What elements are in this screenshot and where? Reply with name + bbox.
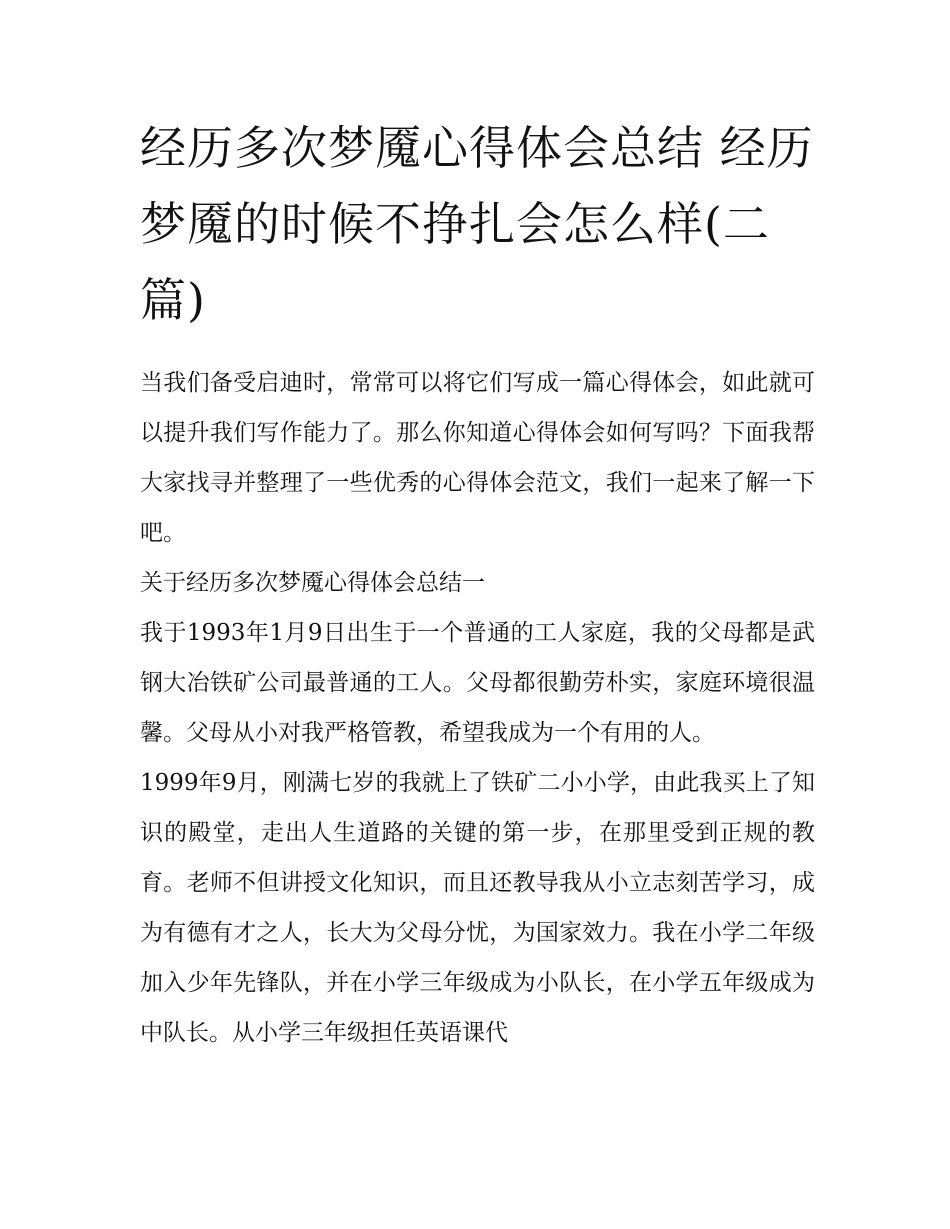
body-paragraph-2: 1999年9月，刚满七岁的我就上了铁矿二小小学，由此我买上了知识的殿堂，走出人生道路的关键的第一步，在那里受到正规的教育。老师不但讲授文化知识，而且还教导我从小立志刻苦学习，成为有德有才之人，长大为父母分忧，为国家效力。我在小学二年级加入少年先锋队，并在小学三年级成为小队长，在小学五年级成为中队长。从小学三年级担任英语课代 — [140, 770, 815, 1046]
document-page — [140, 110, 815, 1058]
intro-paragraph: 当我们备受启迪时，常常可以将它们写成一篇心得体会，如此就可以提升我们写作能力了。那么你知道心得体会如何写吗？下面我帮大家找寻并整理了一些优秀的心得体会范文，我们一起来了解一下吧。 — [140, 370, 815, 546]
section-heading: 关于经历多次梦魇心得体会总结一 — [140, 570, 485, 596]
body-paragraph-1: 我于1993年1月9日出生于一个普通的工人家庭，我的父母都是武钢大冶铁矿公司最普通的工人。父母都很勤劳朴实，家庭环境很温馨。父母从小对我严格管教，希望我成为一个有用的人。 — [140, 620, 815, 746]
document-title: 经历多次梦魇心得体会总结 经历梦魇的时候不挣扎会怎么样(二篇) — [140, 121, 814, 327]
